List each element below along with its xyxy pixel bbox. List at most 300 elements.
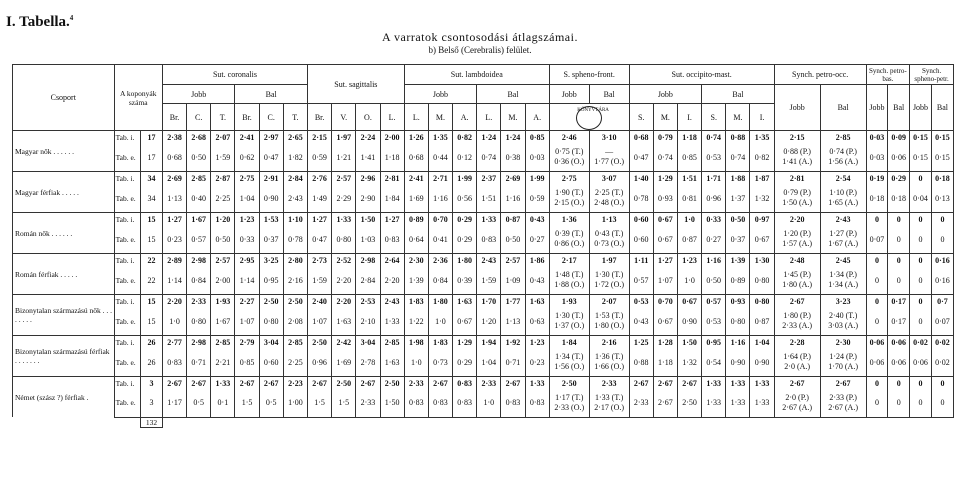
value-cell: 2·73 <box>308 254 332 267</box>
value-cell: 0·43 <box>525 213 549 226</box>
value-cell: 0·90 <box>726 348 750 376</box>
tab-i-label: Tab. i. <box>114 254 141 267</box>
library-stamp: KÖNYVTÁRA <box>549 104 629 131</box>
value-cell: 0·88 <box>726 131 750 144</box>
value-cell: 2·38 <box>162 131 186 144</box>
value-cell: 2·67 <box>308 377 332 390</box>
value-cell: 0·83 <box>477 225 501 253</box>
tab-e-label: Tab. e. <box>114 143 141 171</box>
value-cell: 0·97 <box>750 213 774 226</box>
lambdoidea-header: Sut. lambdoidea <box>404 65 549 85</box>
value-cell: 1·27 <box>308 213 332 226</box>
value-cell: 2·23 <box>283 377 307 390</box>
value-cell: 0·83 <box>404 389 428 417</box>
value-cell: 0·84 <box>428 266 452 294</box>
value-line: 1·88 (O.) <box>554 280 585 290</box>
value-cell: 2·30 <box>820 336 866 349</box>
value-cell: 1·39 <box>726 254 750 267</box>
value-cell: 1·18 <box>677 131 701 144</box>
value-cell: 0·67 <box>653 225 677 253</box>
value-cell <box>549 389 589 417</box>
count-i: 26 <box>141 336 163 349</box>
value-cell: 0 <box>866 307 888 335</box>
value-cell: 2·98 <box>187 336 211 349</box>
value-cell: 0·09 <box>888 131 910 144</box>
value-cell <box>589 307 629 335</box>
value-cell <box>774 266 820 294</box>
count-e: 3 <box>141 389 163 417</box>
count-e: 17 <box>141 143 163 171</box>
value-cell: 1·0 <box>162 307 186 335</box>
value-cell: 1·16 <box>726 336 750 349</box>
value-cell <box>774 348 820 376</box>
value-cell: 2·90 <box>356 184 380 212</box>
value-cell: 0 <box>866 213 888 226</box>
value-cell: 0·03 <box>525 143 549 171</box>
value-cell: 2·15 <box>308 131 332 144</box>
value-cell: 2·20 <box>332 266 356 294</box>
value-line: 2·17 (O.) <box>594 402 625 412</box>
value-cell: 1·77 <box>501 295 525 308</box>
value-cell: 0·41 <box>428 225 452 253</box>
lambda-jobb: Jobb <box>404 85 477 104</box>
value-cell: 0·27 <box>702 225 726 253</box>
value-cell: 0 <box>888 389 910 417</box>
value-cell: 0·15 <box>931 131 953 144</box>
value-cell: 1·51 <box>677 172 701 185</box>
value-cell: 0 <box>888 225 910 253</box>
value-line: 1·65 (A.) <box>828 198 858 208</box>
value-cell: 2·98 <box>356 254 380 267</box>
value-cell: 1·23 <box>677 254 701 267</box>
koponyak-header: A koponyák száma <box>114 65 162 131</box>
value-cell: 1·97 <box>332 131 356 144</box>
value-cell: 2·25 <box>211 184 235 212</box>
value-cell: 0·79 <box>653 131 677 144</box>
value-cell: 0·29 <box>453 348 477 376</box>
value-cell: 0·59 <box>525 184 549 212</box>
value-cell: 0 <box>866 377 888 390</box>
value-cell: 0·02 <box>910 336 932 349</box>
value-cell: 1·25 <box>629 336 653 349</box>
value-cell: 0·68 <box>162 143 186 171</box>
value-cell: 0·50 <box>187 143 211 171</box>
table-title: A varratok csontosodási átlagszámai. <box>382 30 578 44</box>
total-count: 132 <box>141 417 163 427</box>
value-cell: 0·17 <box>888 307 910 335</box>
petro-occ-jobb: Jobb <box>774 85 820 131</box>
value-cell: 0·06 <box>888 336 910 349</box>
value-cell: 2·78 <box>356 348 380 376</box>
sub-m: M. <box>501 104 525 131</box>
table-label: I. Tabella.$^4$ <box>6 14 74 30</box>
value-cell: 0 <box>866 295 888 308</box>
spheno-front-header: S. spheno-front. <box>549 65 629 85</box>
occ-jobb: Jobb <box>629 85 702 104</box>
value-cell: 2·84 <box>356 266 380 294</box>
tab-i-label: Tab. i. <box>114 336 141 349</box>
count-e: 15 <box>141 225 163 253</box>
value-cell: 1·53 <box>259 213 283 226</box>
value-cell: 2·67 <box>259 377 283 390</box>
value-line: 1·17 (T.) <box>555 392 584 402</box>
value-cell: 0 <box>910 254 932 267</box>
value-cell: 0·60 <box>259 348 283 376</box>
value-cell: 0·29 <box>888 172 910 185</box>
value-cell: 2·75 <box>549 172 589 185</box>
value-cell: 0·90 <box>677 307 701 335</box>
value-cell: 1·5 <box>332 389 356 417</box>
count-e: 34 <box>141 184 163 212</box>
value-cell: 2·50 <box>283 295 307 308</box>
sub-i: I. <box>677 104 701 131</box>
value-cell: 0·96 <box>702 184 726 212</box>
value-cell: 0·23 <box>162 225 186 253</box>
value-cell: 0·13 <box>931 184 953 212</box>
value-cell: 2·97 <box>259 131 283 144</box>
value-cell: 0·83 <box>162 348 186 376</box>
value-cell: 0 <box>910 389 932 417</box>
table-row <box>13 295 954 308</box>
value-cell: 0·02 <box>931 336 953 349</box>
value-cell: 0·15 <box>931 143 953 171</box>
value-cell: 0·85 <box>525 131 549 144</box>
value-line: 1·24 (P.) <box>829 352 857 362</box>
value-cell: 1·13 <box>501 307 525 335</box>
value-cell: 2·25 <box>283 348 307 376</box>
value-cell: 0 <box>866 389 888 417</box>
value-cell: 1·63 <box>525 295 549 308</box>
sub-t: T. <box>211 104 235 131</box>
value-cell <box>820 307 866 335</box>
sub-o: O. <box>356 104 380 131</box>
value-cell: 1·04 <box>477 348 501 376</box>
value-cell: 2·43 <box>477 254 501 267</box>
table-row <box>13 254 954 267</box>
value-cell: 0 <box>910 266 932 294</box>
value-cell: 1·21 <box>332 143 356 171</box>
value-cell: 1·92 <box>501 336 525 349</box>
value-cell: 0·40 <box>187 184 211 212</box>
value-cell: 0·5 <box>187 389 211 417</box>
value-line: 1·70 (A.) <box>828 362 858 372</box>
value-cell: 1·63 <box>332 307 356 335</box>
value-cell: 1·24 <box>501 131 525 144</box>
value-cell: 1·20 <box>211 213 235 226</box>
value-cell: 1·63 <box>380 348 404 376</box>
value-cell: 2·50 <box>332 377 356 390</box>
value-cell: 0·06 <box>888 348 910 376</box>
value-cell: 0·70 <box>653 295 677 308</box>
value-cell: 1·04 <box>750 336 774 349</box>
value-cell: 2·91 <box>259 172 283 185</box>
table-row <box>13 172 954 185</box>
value-cell: 2·40 <box>308 295 332 308</box>
value-cell <box>820 184 866 212</box>
value-cell: 0·19 <box>866 172 888 185</box>
value-cell: 0·80 <box>259 307 283 335</box>
value-cell: 0·62 <box>235 143 259 171</box>
value-line: 1·20 (P.) <box>783 229 811 239</box>
value-cell: 0 <box>910 307 932 335</box>
value-cell <box>549 184 589 212</box>
value-cell: 3·07 <box>589 172 629 185</box>
value-cell: 2·67 <box>501 377 525 390</box>
value-cell: 2·21 <box>211 348 235 376</box>
value-cell: 1·69 <box>404 184 428 212</box>
value-line: 2·0 (P.) <box>785 392 809 402</box>
value-cell: 2·07 <box>211 131 235 144</box>
value-cell: 3·25 <box>259 254 283 267</box>
value-cell: 2·24 <box>356 131 380 144</box>
value-cell: 2·50 <box>549 377 589 390</box>
group-label: Román nők . . . . . . <box>13 213 115 254</box>
value-cell: 1·13 <box>162 184 186 212</box>
value-cell: 0·87 <box>501 213 525 226</box>
value-cell: 0·80 <box>332 225 356 253</box>
petro-bas-header: Synch. petro-bas. <box>866 65 910 85</box>
value-cell: 1·84 <box>380 184 404 212</box>
value-cell: 2·43 <box>820 213 866 226</box>
tab-e-label: Tab. e. <box>114 266 141 294</box>
value-cell: 0·12 <box>453 143 477 171</box>
value-line: 3·03 (A.) <box>828 321 858 331</box>
value-cell: 0·78 <box>283 225 307 253</box>
petro-occ-header: Synch. petro-occ. <box>774 65 866 85</box>
value-cell: 0·83 <box>501 389 525 417</box>
value-cell: 0·67 <box>453 307 477 335</box>
ossification-table <box>12 64 954 428</box>
value-cell: 0·53 <box>702 143 726 171</box>
value-cell <box>820 143 866 171</box>
sub-l: L. <box>477 104 501 131</box>
value-line: 1·72 (O.) <box>594 280 625 290</box>
value-cell: 1·33 <box>380 307 404 335</box>
tab-e-label: Tab. e. <box>114 225 141 253</box>
value-line: 2·33 (A.) <box>782 321 813 331</box>
tab-e-label: Tab. e. <box>114 307 141 335</box>
value-cell: 2·85 <box>211 336 235 349</box>
value-line: 1·36 (T.) <box>595 352 624 362</box>
value-cell: 0·29 <box>453 225 477 253</box>
group-label: Német (szász ?) férfiak . <box>13 377 115 418</box>
value-cell: 0·50 <box>501 225 525 253</box>
value-cell: 1·35 <box>428 131 452 144</box>
value-line: 0·36 (O.) <box>554 157 585 167</box>
value-cell: 0·04 <box>910 184 932 212</box>
value-cell: 0·90 <box>259 184 283 212</box>
value-cell: 1·80 <box>428 295 452 308</box>
value-cell: 2·43 <box>283 184 307 212</box>
value-cell: 1·97 <box>589 254 629 267</box>
value-cell: 0·16 <box>931 254 953 267</box>
value-cell: 0·71 <box>501 348 525 376</box>
sub-a: A. <box>525 104 549 131</box>
occ-bal: Bal <box>702 85 775 104</box>
value-cell: 1·67 <box>211 307 235 335</box>
spheno-bal: Bal <box>589 85 629 104</box>
table-row <box>13 377 954 390</box>
value-cell: 1·83 <box>404 295 428 308</box>
value-cell: 0·57 <box>629 266 653 294</box>
sub-l: L. <box>404 104 428 131</box>
value-line: 1·30 (T.) <box>555 311 584 321</box>
value-cell: 0·02 <box>931 348 953 376</box>
value-cell: 1·63 <box>453 295 477 308</box>
value-cell: 2·46 <box>549 131 589 144</box>
value-cell: 1·16 <box>702 254 726 267</box>
count-e: 26 <box>141 348 163 376</box>
value-cell: 1·27 <box>162 213 186 226</box>
value-cell: 0·83 <box>428 389 452 417</box>
value-cell: 2·81 <box>774 172 820 185</box>
value-line: 2·40 (T.) <box>828 311 858 321</box>
value-cell: 2·57 <box>501 254 525 267</box>
value-cell: 2·57 <box>332 172 356 185</box>
value-cell <box>820 348 866 376</box>
petro-bas-jobb: Jobb <box>866 85 888 131</box>
value-cell: 2·85 <box>187 172 211 185</box>
value-cell: 0·80 <box>750 266 774 294</box>
value-cell: 1·17 <box>162 389 186 417</box>
value-cell: 0·83 <box>453 377 477 390</box>
value-cell: 2·33 <box>477 377 501 390</box>
value-cell: 1·94 <box>477 336 501 349</box>
value-cell: 0·95 <box>259 266 283 294</box>
value-line: 1·64 (P.) <box>783 352 811 362</box>
value-cell: 0·95 <box>702 336 726 349</box>
value-cell: 1·27 <box>380 213 404 226</box>
value-cell: 2·68 <box>187 131 211 144</box>
value-cell: 0·60 <box>629 225 653 253</box>
value-cell: 2·67 <box>677 377 701 390</box>
group-label: Bizonytalan származású férfiak . . . . . . . <box>13 336 115 377</box>
value-cell: 0·83 <box>453 389 477 417</box>
value-cell: 1·59 <box>308 266 332 294</box>
value-cell: 2·16 <box>283 266 307 294</box>
value-cell: 2·08 <box>283 307 307 335</box>
petro-occ-bal: Bal <box>820 85 866 131</box>
value-cell: 1·33 <box>726 377 750 390</box>
value-cell: 1·03 <box>356 225 380 253</box>
value-cell: 0·06 <box>910 348 932 376</box>
value-cell: 0 <box>910 213 932 226</box>
value-cell: 0 <box>931 389 953 417</box>
value-cell: 2·16 <box>589 336 629 349</box>
value-cell: 2·20 <box>162 295 186 308</box>
value-cell: 2·64 <box>380 254 404 267</box>
value-cell: 1·29 <box>653 172 677 185</box>
value-cell: 0·68 <box>404 143 428 171</box>
spheno-jobb: Jobb <box>549 85 589 104</box>
value-cell: 0·7 <box>931 295 953 308</box>
value-cell: 1·18 <box>653 348 677 376</box>
value-cell: 1·50 <box>356 213 380 226</box>
value-cell: 0 <box>910 295 932 308</box>
value-cell: 0·82 <box>453 131 477 144</box>
value-cell: 1·07 <box>653 266 677 294</box>
value-cell: 0·53 <box>702 307 726 335</box>
value-line: 0·86 (O.) <box>554 239 585 249</box>
value-cell: 0·83 <box>380 225 404 253</box>
sub-br: Br. <box>235 104 259 131</box>
value-cell: 0·16 <box>931 266 953 294</box>
value-cell: 1·39 <box>404 266 428 294</box>
value-cell: 0·33 <box>702 213 726 226</box>
value-cell: 2·67 <box>820 377 866 390</box>
count-i: 15 <box>141 295 163 308</box>
value-line: 2·25 (T.) <box>595 188 624 198</box>
value-cell: 0·74 <box>477 143 501 171</box>
value-cell: 2·71 <box>428 172 452 185</box>
table-subtitle: b) Belső (Cerebralis) felület. <box>428 45 532 55</box>
value-cell: 2·29 <box>332 184 356 212</box>
sub-m: M. <box>428 104 452 131</box>
value-line: 1·56 (O.) <box>554 362 585 372</box>
value-cell: 1·49 <box>308 184 332 212</box>
value-cell: 2·67 <box>428 377 452 390</box>
value-cell: 1·28 <box>653 336 677 349</box>
value-cell: 2·67 <box>653 389 677 417</box>
value-cell: 2·87 <box>211 172 235 185</box>
value-cell: 1·33 <box>702 389 726 417</box>
value-cell: 1·33 <box>332 213 356 226</box>
value-cell <box>549 225 589 253</box>
value-line: 2·0 (A.) <box>784 362 811 372</box>
value-cell: 1·13 <box>589 213 629 226</box>
value-cell: 1·41 <box>356 143 380 171</box>
value-cell: 0·33 <box>235 225 259 253</box>
sub-i: I. <box>750 104 774 131</box>
value-line: 0·73 (O.) <box>594 239 625 249</box>
value-cell: 2·00 <box>211 266 235 294</box>
value-line: 1·66 (O.) <box>594 362 625 372</box>
value-cell: 1·22 <box>404 307 428 335</box>
value-cell: 0·88 <box>629 348 653 376</box>
value-cell: 0·47 <box>259 143 283 171</box>
value-cell: 2·20 <box>380 266 404 294</box>
value-cell: 2·27 <box>235 295 259 308</box>
value-cell: 0·07 <box>931 307 953 335</box>
value-cell: 0·83 <box>525 389 549 417</box>
sagittalis-header: Sut. sagittalis <box>308 65 405 104</box>
value-line: 1·34 (T.) <box>555 352 584 362</box>
value-cell: 1·36 <box>549 213 589 226</box>
value-cell: 2·77 <box>162 336 186 349</box>
value-line: 2·67 (A.) <box>782 402 813 412</box>
count-e: 22 <box>141 266 163 294</box>
value-cell <box>549 143 589 171</box>
sub-s: S. <box>702 104 726 131</box>
table-row <box>13 131 954 144</box>
value-cell: 0·85 <box>677 143 701 171</box>
value-cell <box>589 266 629 294</box>
value-cell: 1·82 <box>283 143 307 171</box>
value-cell: 1·30 <box>750 254 774 267</box>
value-cell: 0·39 <box>453 266 477 294</box>
value-cell: 1·04 <box>235 184 259 212</box>
value-cell: 0·5 <box>259 389 283 417</box>
value-cell: 2·54 <box>820 172 866 185</box>
value-cell: 0·18 <box>931 172 953 185</box>
value-line: 1·27 (P.) <box>829 229 857 239</box>
table-row <box>13 184 954 212</box>
value-cell: 0·47 <box>629 143 653 171</box>
table-row <box>13 389 954 417</box>
count-i: 34 <box>141 172 163 185</box>
sub-br: Br. <box>162 104 186 131</box>
value-cell <box>589 348 629 376</box>
